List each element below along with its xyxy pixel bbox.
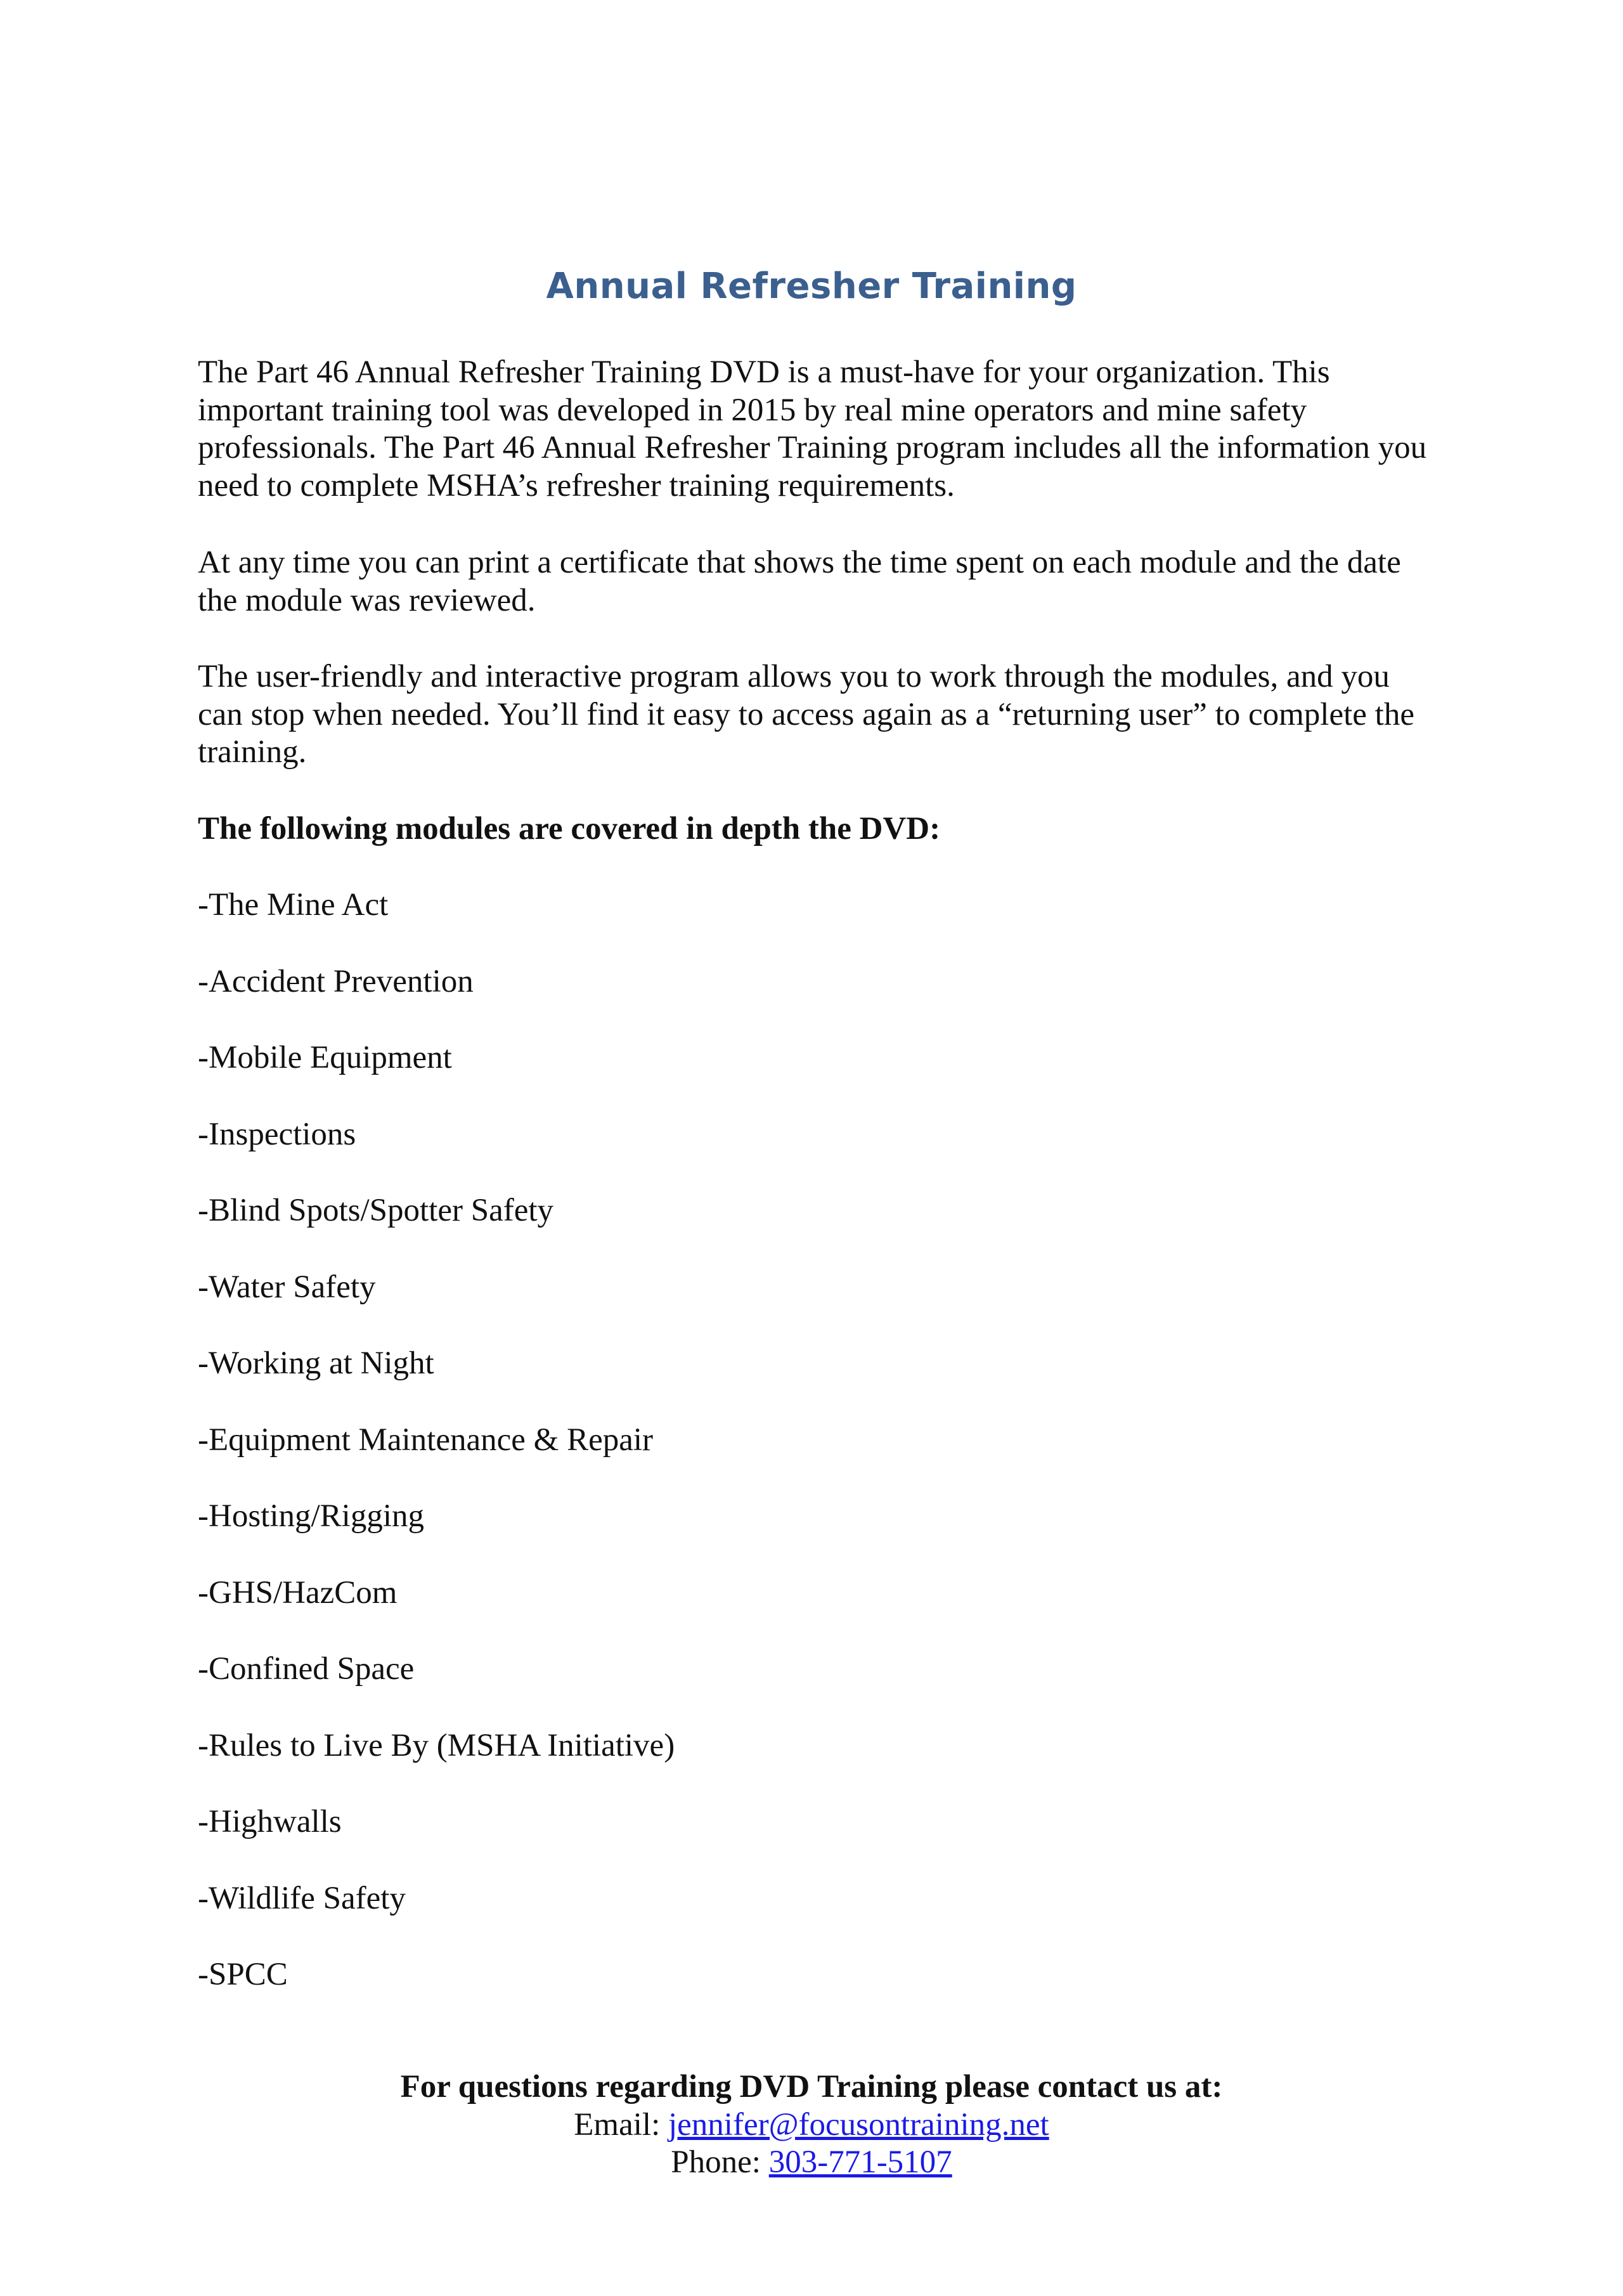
list-item: -Wildlife Safety xyxy=(198,1880,406,1916)
list-item: -Equipment Maintenance & Repair xyxy=(198,1422,654,1458)
phone-line xyxy=(0,2144,1623,2182)
list-item: -Confined Space xyxy=(198,1651,415,1687)
list-item: -Blind Spots/Spotter Safety xyxy=(198,1193,553,1228)
list-item: -Accident Prevention xyxy=(198,963,474,999)
contact-heading: For questions regarding DVD Training please contact us at: xyxy=(400,2069,1223,2105)
certificate-paragraph: At any time you can print a certificate that shows the time spent on each module and the date the module was reviewed. xyxy=(198,545,1401,618)
page-title: Annual Refresher Training xyxy=(546,266,1077,307)
modules-heading: The following modules are covered in depth the DVD: xyxy=(198,811,941,846)
list-item: -Water Safety xyxy=(198,1269,376,1305)
list-item: -Highwalls xyxy=(198,1804,342,1839)
list-item: -Mobile Equipment xyxy=(198,1040,452,1075)
list-item: -Hosting/Rigging xyxy=(198,1498,425,1534)
list-item: -Working at Night xyxy=(198,1346,434,1381)
email-link[interactable]: jennifer@focusontraining.net xyxy=(668,2106,1049,2143)
email-line xyxy=(0,2106,1623,2144)
list-item: -Inspections xyxy=(198,1116,356,1152)
modules-list xyxy=(198,886,675,2033)
list-item: -SPCC xyxy=(198,1957,288,1992)
intro-paragraph: The Part 46 Annual Refresher Training DVD is a must-have for your organization. This important training tool was developed in 2015 by real mine operators and mine safety professionals. The Part 46 Annual Refresher Training program includes all the information you need to complete MSHA’s refresher training requirements. xyxy=(198,354,1427,503)
program-paragraph: The user-friendly and interactive program allows you to work through the modules, and you can stop when needed. You’ll find it easy to access again as a “returning user” to complete the training. xyxy=(198,659,1414,770)
phone-link[interactable]: 303-771-5107 xyxy=(768,2144,952,2180)
email-label: Email: xyxy=(574,2106,668,2143)
phone-label: Phone: xyxy=(671,2144,769,2180)
list-item: -Rules to Live By (MSHA Initiative) xyxy=(198,1727,675,1763)
list-item: -GHS/HazCom xyxy=(198,1574,398,1611)
list-item: -The Mine Act xyxy=(198,887,389,923)
contact-block xyxy=(0,2068,1623,2182)
